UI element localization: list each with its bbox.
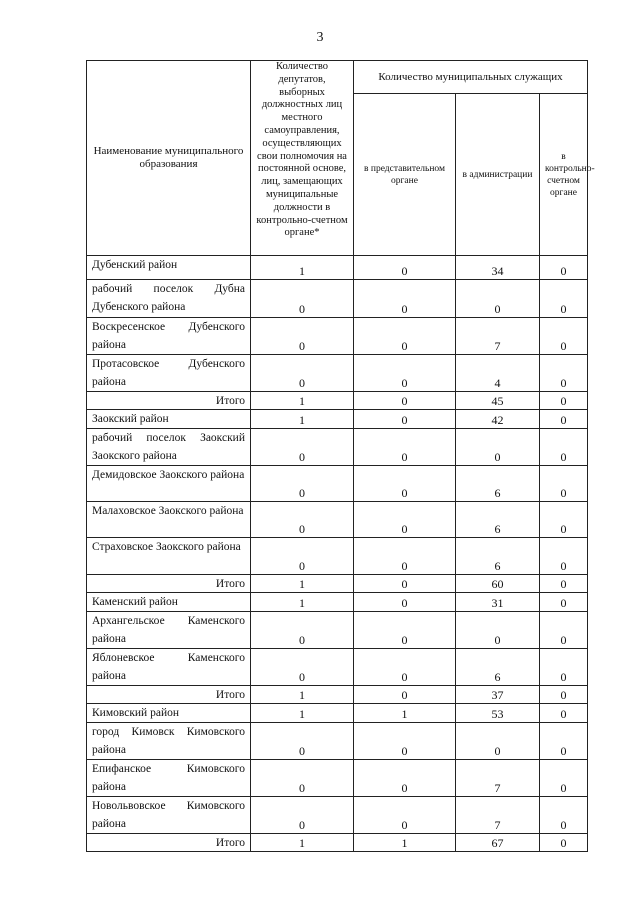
table-row	[87, 797, 588, 834]
representative-count: 0	[354, 723, 456, 760]
municipal-staff-table	[86, 60, 595, 852]
representative-count: 0	[354, 429, 456, 466]
administration-count: 6	[456, 502, 540, 538]
representative-count: 0	[354, 649, 456, 686]
control-count: 0	[540, 797, 588, 834]
control-count: 0	[540, 723, 588, 760]
representative-count: 0	[354, 280, 456, 318]
control-count: 0	[540, 256, 588, 280]
table-row	[87, 649, 588, 686]
representative-count: 0	[354, 686, 456, 704]
control-count: 0	[540, 466, 588, 502]
representative-count: 0	[354, 593, 456, 612]
municipality-name: Малаховское Заокского района	[87, 502, 251, 538]
total-label: Итого	[87, 392, 251, 410]
representative-count: 0	[354, 538, 456, 575]
representative-count: 0	[354, 502, 456, 538]
administration-count: 45	[456, 392, 540, 410]
total-label: Итого	[87, 686, 251, 704]
control-count: 0	[540, 538, 588, 575]
administration-count: 60	[456, 575, 540, 593]
deputies-count: 0	[251, 280, 354, 318]
table-header	[87, 61, 595, 256]
municipality-name: Воскресенское Дубенского района	[87, 318, 251, 355]
municipality-name: Страховское Заокского района	[87, 538, 251, 575]
deputies-count: 1	[251, 256, 354, 280]
page-number: 3	[316, 30, 324, 45]
representative-count: 0	[354, 797, 456, 834]
table-row	[87, 280, 588, 318]
deputies-count: 0	[251, 318, 354, 355]
total-row	[87, 686, 588, 704]
control-count: 0	[540, 612, 588, 649]
municipality-name: Дубенский район	[87, 256, 251, 280]
deputies-count: 0	[251, 612, 354, 649]
table-row	[87, 410, 588, 429]
table-row	[87, 502, 588, 538]
administration-count: 53	[456, 704, 540, 723]
header-deputies-count: Количество депутатов, выборных должностных лиц местного самоуправления, осуществляющих свои полномочия на постоянной основе, лиц, замещающих муниципальные должности в контрольно-счетном органе*	[251, 61, 354, 256]
deputies-count: 0	[251, 429, 354, 466]
representative-count: 0	[354, 318, 456, 355]
deputies-count: 1	[251, 704, 354, 723]
administration-count: 34	[456, 256, 540, 280]
deputies-count: 0	[251, 723, 354, 760]
deputies-count: 0	[251, 797, 354, 834]
total-label: Итого	[87, 834, 251, 852]
total-label: Итого	[87, 575, 251, 593]
deputies-count: 0	[251, 649, 354, 686]
table-row	[87, 256, 588, 280]
administration-count: 6	[456, 538, 540, 575]
municipality-name: Новольвовское Кимовского района	[87, 797, 251, 834]
deputies-count: 1	[251, 686, 354, 704]
table-row	[87, 704, 588, 723]
deputies-count: 1	[251, 575, 354, 593]
municipality-name: рабочий поселок Заокский Заокского района	[87, 429, 251, 466]
table-row	[87, 612, 588, 649]
header-control-body: в контрольно-счетном органе	[540, 94, 588, 256]
deputies-count: 0	[251, 502, 354, 538]
municipality-name: Епифанское Кимовского района	[87, 760, 251, 797]
table-row	[87, 723, 588, 760]
representative-count: 0	[354, 575, 456, 593]
deputies-count: 1	[251, 834, 354, 852]
header-municipality-name: Наименование муниципального образования	[87, 61, 251, 256]
representative-count: 0	[354, 760, 456, 797]
table-row	[87, 538, 588, 575]
deputies-count: 0	[251, 760, 354, 797]
administration-count: 4	[456, 355, 540, 392]
deputies-count: 1	[251, 593, 354, 612]
municipality-name: Протасовское Дубенского района	[87, 355, 251, 392]
representative-count: 1	[354, 834, 456, 852]
control-count: 0	[540, 410, 588, 429]
municipality-name: Кимовский район	[87, 704, 251, 723]
deputies-count: 1	[251, 410, 354, 429]
administration-count: 31	[456, 593, 540, 612]
header-administration: в администрации	[456, 94, 540, 256]
deputies-count: 1	[251, 392, 354, 410]
administration-count: 7	[456, 760, 540, 797]
representative-count: 0	[354, 612, 456, 649]
control-count: 0	[540, 593, 588, 612]
administration-count: 6	[456, 466, 540, 502]
administration-count: 0	[456, 280, 540, 318]
representative-count: 0	[354, 410, 456, 429]
control-count: 0	[540, 760, 588, 797]
deputies-count: 0	[251, 466, 354, 502]
administration-count: 6	[456, 649, 540, 686]
control-count: 0	[540, 318, 588, 355]
representative-count: 0	[354, 466, 456, 502]
municipality-name: город Кимовск Кимовского района	[87, 723, 251, 760]
total-row	[87, 392, 588, 410]
table-row	[87, 318, 588, 355]
control-count: 0	[540, 392, 588, 410]
administration-count: 37	[456, 686, 540, 704]
total-row	[87, 575, 588, 593]
control-count: 0	[540, 686, 588, 704]
municipality-name: Яблоневское Каменского района	[87, 649, 251, 686]
deputies-count: 0	[251, 538, 354, 575]
municipality-name: Каменский район	[87, 593, 251, 612]
table-body	[87, 256, 588, 852]
table-row	[87, 355, 588, 392]
administration-count: 0	[456, 723, 540, 760]
table-row	[87, 429, 588, 466]
control-count: 0	[540, 355, 588, 392]
control-count: 0	[540, 649, 588, 686]
header-municipal-servants: Количество муниципальных служащих	[354, 61, 588, 94]
table-row	[87, 593, 588, 612]
table-row	[87, 760, 588, 797]
administration-count: 42	[456, 410, 540, 429]
deputies-count: 0	[251, 355, 354, 392]
representative-count: 1	[354, 704, 456, 723]
municipality-name: рабочий поселок Дубна Дубенского района	[87, 280, 251, 318]
control-count: 0	[540, 502, 588, 538]
representative-count: 0	[354, 256, 456, 280]
administration-count: 0	[456, 429, 540, 466]
header-representative-body: в представительном органе	[354, 94, 456, 256]
control-count: 0	[540, 429, 588, 466]
municipality-name: Заокский район	[87, 410, 251, 429]
total-row	[87, 834, 588, 852]
administration-count: 0	[456, 612, 540, 649]
control-count: 0	[540, 704, 588, 723]
control-count: 0	[540, 280, 588, 318]
control-count: 0	[540, 575, 588, 593]
representative-count: 0	[354, 392, 456, 410]
administration-count: 67	[456, 834, 540, 852]
administration-count: 7	[456, 318, 540, 355]
administration-count: 7	[456, 797, 540, 834]
municipality-name: Демидовское Заокского района	[87, 466, 251, 502]
control-count: 0	[540, 834, 588, 852]
representative-count: 0	[354, 355, 456, 392]
municipality-name: Архангельское Каменского района	[87, 612, 251, 649]
table-row	[87, 466, 588, 502]
